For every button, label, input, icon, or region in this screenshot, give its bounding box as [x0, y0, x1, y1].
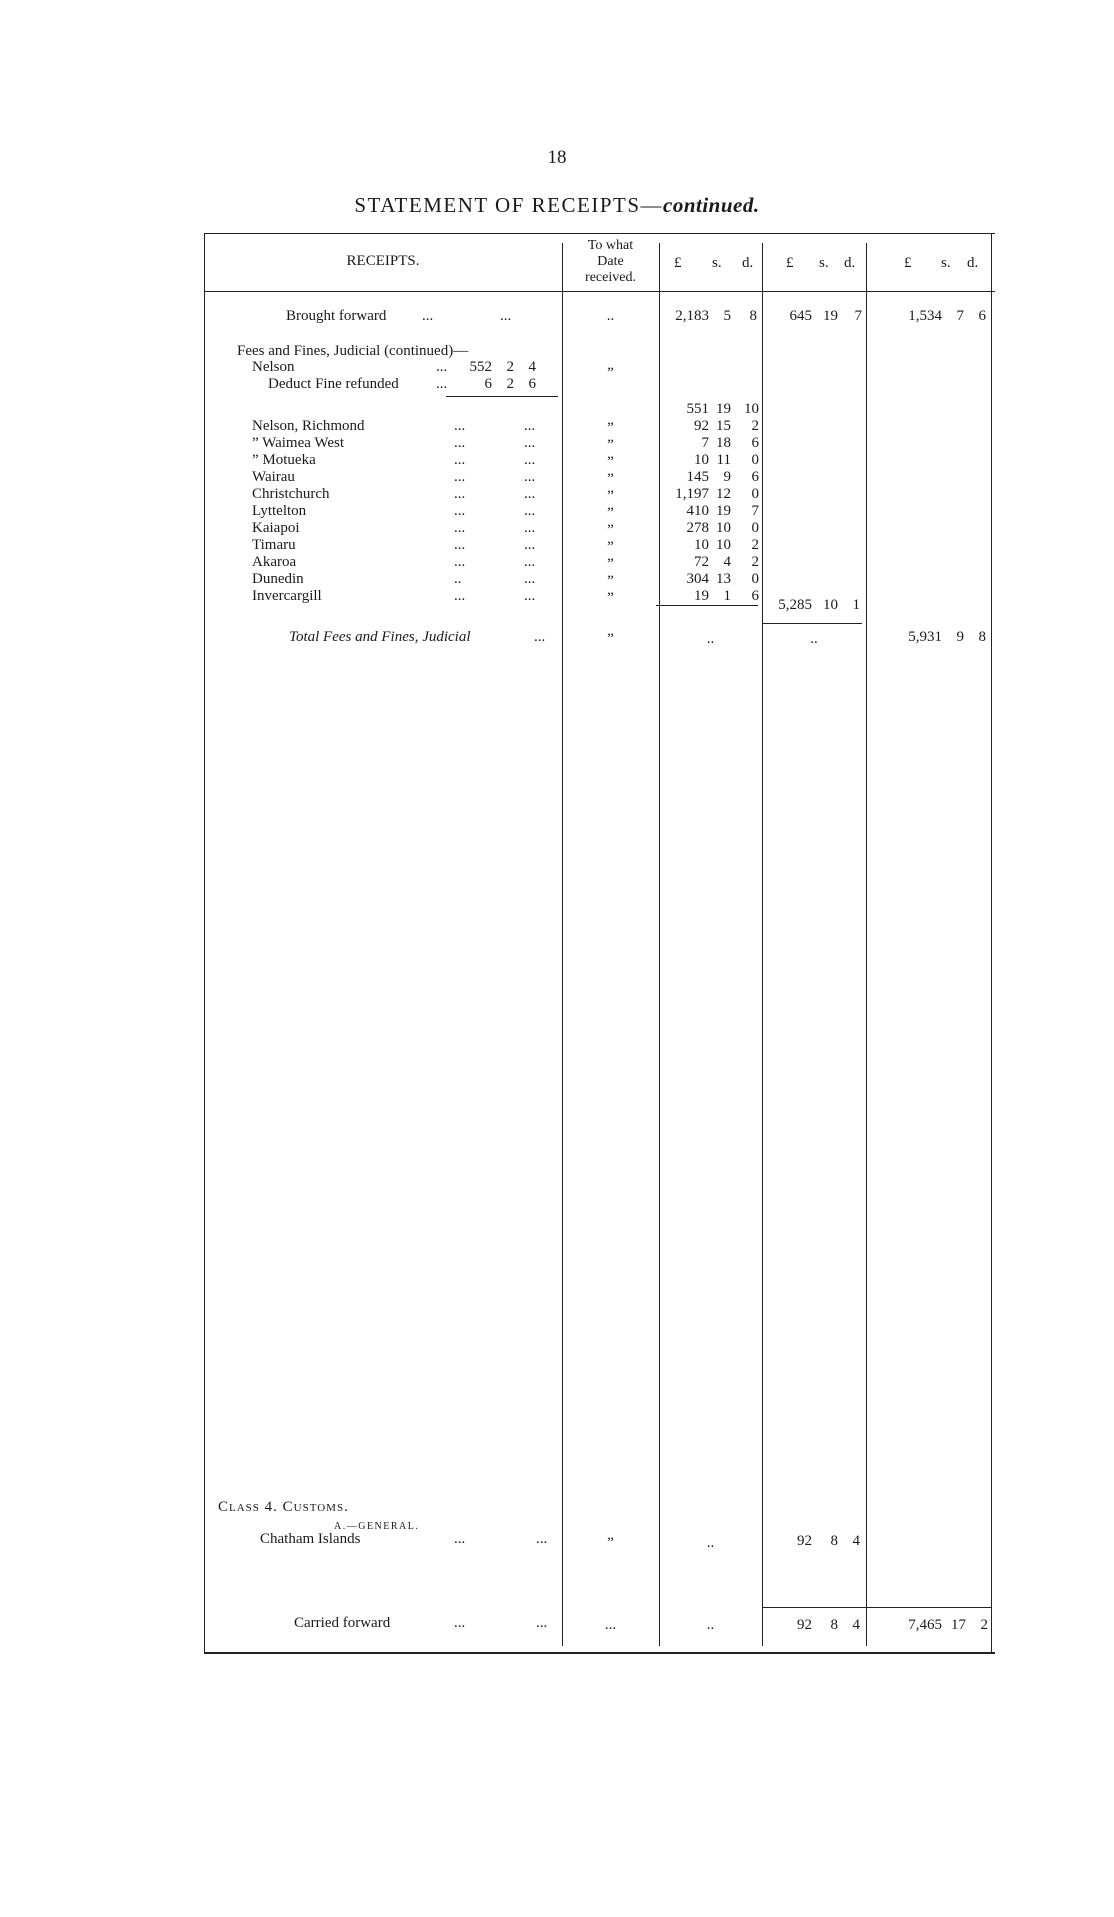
carried-forward-label: Carried forward: [294, 1615, 391, 1631]
row-pounds: 278: [686, 520, 709, 536]
row-pence: 2: [751, 554, 759, 570]
page-number: 18: [547, 147, 567, 168]
row-date: ”: [607, 573, 614, 589]
row-shillings: 9: [723, 469, 731, 485]
nelson-pence: 4: [528, 359, 536, 375]
nelson-net-pence: 10: [744, 401, 759, 417]
row-pence: 6: [751, 469, 759, 485]
chatham-col2-pounds: 92: [797, 1533, 812, 1549]
carried-col3-shillings: 17: [951, 1617, 966, 1633]
col2-shillings-header: s.: [819, 255, 829, 271]
row-dots: ...: [454, 469, 466, 485]
col3-pounds-header: £: [904, 255, 912, 271]
row-date: ”: [607, 437, 614, 453]
row-pence: 2: [751, 537, 759, 553]
carried-col2-pounds: 92: [797, 1617, 812, 1633]
row-pounds: 7: [701, 435, 709, 451]
row-dots: ...: [454, 588, 466, 604]
row-label: Dunedin: [252, 571, 304, 587]
row-date: ”: [607, 539, 614, 555]
row-pence: 6: [751, 435, 759, 451]
row-dots: ...: [454, 537, 466, 553]
nelson-pounds: 552: [469, 359, 492, 375]
row-pounds: 1,197: [675, 486, 709, 502]
row-label: Christchurch: [252, 486, 330, 502]
deduct-dots: ...: [436, 376, 448, 392]
right-border: [991, 233, 992, 1654]
col1-pence-header: d.: [742, 255, 754, 271]
row-date: ”: [607, 590, 614, 606]
row-label: Kaiapoi: [252, 520, 300, 536]
carried-col2-pence: 4: [852, 1617, 860, 1633]
row-dots: ...: [454, 486, 466, 502]
row-dots-2: ...: [524, 554, 536, 570]
row-label: Wairau: [252, 469, 295, 485]
row-shillings: 4: [723, 554, 731, 570]
bf-col1-pounds: 2,183: [675, 308, 709, 324]
total-fees-col3-shillings: 9: [956, 629, 964, 645]
row-shillings: 13: [716, 571, 731, 587]
chatham-date: ”: [607, 1535, 614, 1551]
row-dots-2: ...: [524, 588, 536, 604]
row-dots-2: ...: [524, 520, 536, 536]
bf-col2-shillings: 19: [823, 308, 838, 324]
row-shillings: 1: [723, 588, 731, 604]
row-date: ”: [607, 488, 614, 504]
table-bottom-rule: [204, 1652, 995, 1654]
deduct-pence: 6: [528, 376, 536, 392]
row-dots: ...: [454, 503, 466, 519]
brought-forward-date: ..: [606, 308, 615, 324]
row-pounds: 72: [694, 554, 709, 570]
nelson-shillings: 2: [506, 359, 514, 375]
deduct-rule: [446, 396, 558, 397]
col3-pence-header: d.: [967, 255, 979, 271]
col1-shillings-header: s.: [712, 255, 722, 271]
row-pence: 7: [751, 503, 759, 519]
class4-subheading: A.—GENERAL.: [334, 1521, 420, 1532]
subtotal-shillings: 10: [823, 597, 838, 613]
subtotal-pence: 1: [852, 597, 860, 613]
row-shillings: 19: [716, 503, 731, 519]
page-title: [0, 193, 1114, 218]
left-border: [204, 233, 205, 1654]
row-dots-2: ...: [524, 571, 536, 587]
col-divider-3: [866, 243, 867, 1646]
row-date: ”: [607, 420, 614, 436]
row-date: ”: [607, 505, 614, 521]
section-heading: Fees and Fines, Judicial (continued)—: [237, 343, 469, 359]
date-header-line2: Date: [597, 254, 624, 269]
date-header-line1: To what: [587, 238, 634, 253]
bf-col2-pounds: 645: [789, 308, 812, 324]
row-shillings: 18: [716, 435, 731, 451]
subtotal-rule-1: [656, 605, 758, 606]
row-dots: ...: [454, 435, 466, 451]
row-dots-2: ...: [524, 452, 536, 468]
row-date: ”: [607, 522, 614, 538]
row-dots-2: ...: [524, 418, 536, 434]
chatham-label: Chatham Islands: [260, 1531, 361, 1547]
chatham-dots: ...: [454, 1531, 466, 1547]
row-pence: 2: [751, 418, 759, 434]
row-label: ” Motueka: [252, 452, 316, 468]
table-top-rule: [204, 233, 995, 234]
chatham-col2-pence: 4: [852, 1533, 860, 1549]
col1-pounds-header: £: [674, 255, 682, 271]
title-dash: —: [640, 193, 663, 217]
row-dots-2: ...: [524, 486, 536, 502]
row-pence: 6: [751, 588, 759, 604]
row-pounds: 10: [694, 452, 709, 468]
row-dots: ...: [454, 418, 466, 434]
chatham-dots-2: ...: [536, 1531, 548, 1547]
row-pence: 0: [751, 571, 759, 587]
carried-forward-dots-2: ...: [536, 1615, 548, 1631]
nelson-net-shillings: 19: [716, 401, 731, 417]
total-fees-dots: ...: [534, 629, 546, 645]
title-suffix: continued.: [663, 193, 760, 217]
total-fees-col3-pence: 8: [978, 629, 986, 645]
row-date: ”: [607, 454, 614, 470]
row-date: ”: [607, 556, 614, 572]
row-dots: ..: [454, 571, 462, 587]
class4-heading: Class 4. Customs.: [218, 1499, 349, 1515]
title-main: STATEMENT OF RECEIPTS: [354, 193, 641, 217]
row-dots-2: ...: [524, 503, 536, 519]
carried-col3-pounds: 7,465: [908, 1617, 942, 1633]
row-shillings: 12: [716, 486, 731, 502]
receipts-table: [204, 233, 995, 1654]
col2-pence-header: d.: [844, 255, 856, 271]
row-dots-2: ...: [524, 435, 536, 451]
subtotal-pounds: 5,285: [778, 597, 812, 613]
bf-col1-pence: 8: [749, 308, 757, 324]
receipts-header: RECEIPTS.: [346, 253, 420, 269]
bf-col3-pence: 6: [978, 308, 986, 324]
row-shillings: 10: [716, 537, 731, 553]
col2-pounds-header: £: [786, 255, 794, 271]
total-fees-col1: ..: [706, 631, 715, 647]
carried-col3-pence: 2: [980, 1617, 988, 1633]
row-pence: 0: [751, 520, 759, 536]
date-header-line3: received.: [585, 270, 636, 285]
row-dots: ...: [454, 554, 466, 570]
nelson-dots: ...: [436, 359, 448, 375]
row-date: ”: [607, 471, 614, 487]
deduct-shillings: 2: [506, 376, 514, 392]
row-pence: 0: [751, 486, 759, 502]
row-dots: ...: [454, 452, 466, 468]
total-fees-date: ”: [607, 631, 614, 647]
total-fees-label: Total Fees and Fines, Judicial: [289, 629, 471, 645]
col-divider-2: [762, 243, 763, 1646]
row-shillings: 11: [716, 452, 731, 468]
row-pounds: 410: [686, 503, 709, 519]
bf-col3-pounds: 1,534: [908, 308, 942, 324]
carried-forward-date: ...: [604, 1617, 617, 1633]
bf-col1-shillings: 5: [723, 308, 731, 324]
total-fees-col2: ..: [810, 631, 818, 647]
chatham-col1: ..: [706, 1535, 715, 1551]
row-shillings: 15: [716, 418, 731, 434]
brought-forward-label: Brought forward: [286, 308, 387, 324]
carried-rule: [762, 1607, 991, 1608]
row-shillings: 10: [716, 520, 731, 536]
row-pence: 0: [751, 452, 759, 468]
brought-forward-dots: ...: [422, 308, 434, 324]
brought-forward-dots-2: ...: [500, 308, 512, 324]
carried-forward-dots: ...: [454, 1615, 466, 1631]
row-pounds: 304: [686, 571, 709, 587]
nelson-date: ”: [607, 365, 614, 381]
row-dots-2: ...: [524, 537, 536, 553]
row-dots-2: ...: [524, 469, 536, 485]
col3-shillings-header: s.: [941, 255, 951, 271]
total-fees-col3-pounds: 5,931: [908, 629, 942, 645]
row-dots: ...: [454, 520, 466, 536]
row-pounds: 145: [686, 469, 709, 485]
subtotal-rule-2: [762, 623, 862, 624]
row-label: Nelson, Richmond: [252, 418, 365, 434]
row-pounds: 92: [694, 418, 709, 434]
row-pounds: 19: [694, 588, 709, 604]
deduct-pounds: 6: [484, 376, 492, 392]
header-rule: [204, 291, 995, 292]
bf-col2-pence: 7: [854, 308, 862, 324]
row-label: Akaroa: [252, 554, 297, 570]
nelson-label: Nelson: [252, 359, 295, 375]
carried-forward-col1: ..: [706, 1617, 715, 1633]
row-label: Lyttelton: [252, 503, 307, 519]
chatham-col2-shillings: 8: [830, 1533, 838, 1549]
deduct-label: Deduct Fine refunded: [268, 376, 399, 392]
carried-col2-shillings: 8: [830, 1617, 838, 1633]
row-label: ” Waimea West: [252, 435, 344, 451]
row-label: Timaru: [252, 537, 296, 553]
bf-col3-shillings: 7: [956, 308, 964, 324]
nelson-net-pounds: 551: [686, 401, 709, 417]
row-label: Invercargill: [252, 588, 322, 604]
row-pounds: 10: [694, 537, 709, 553]
